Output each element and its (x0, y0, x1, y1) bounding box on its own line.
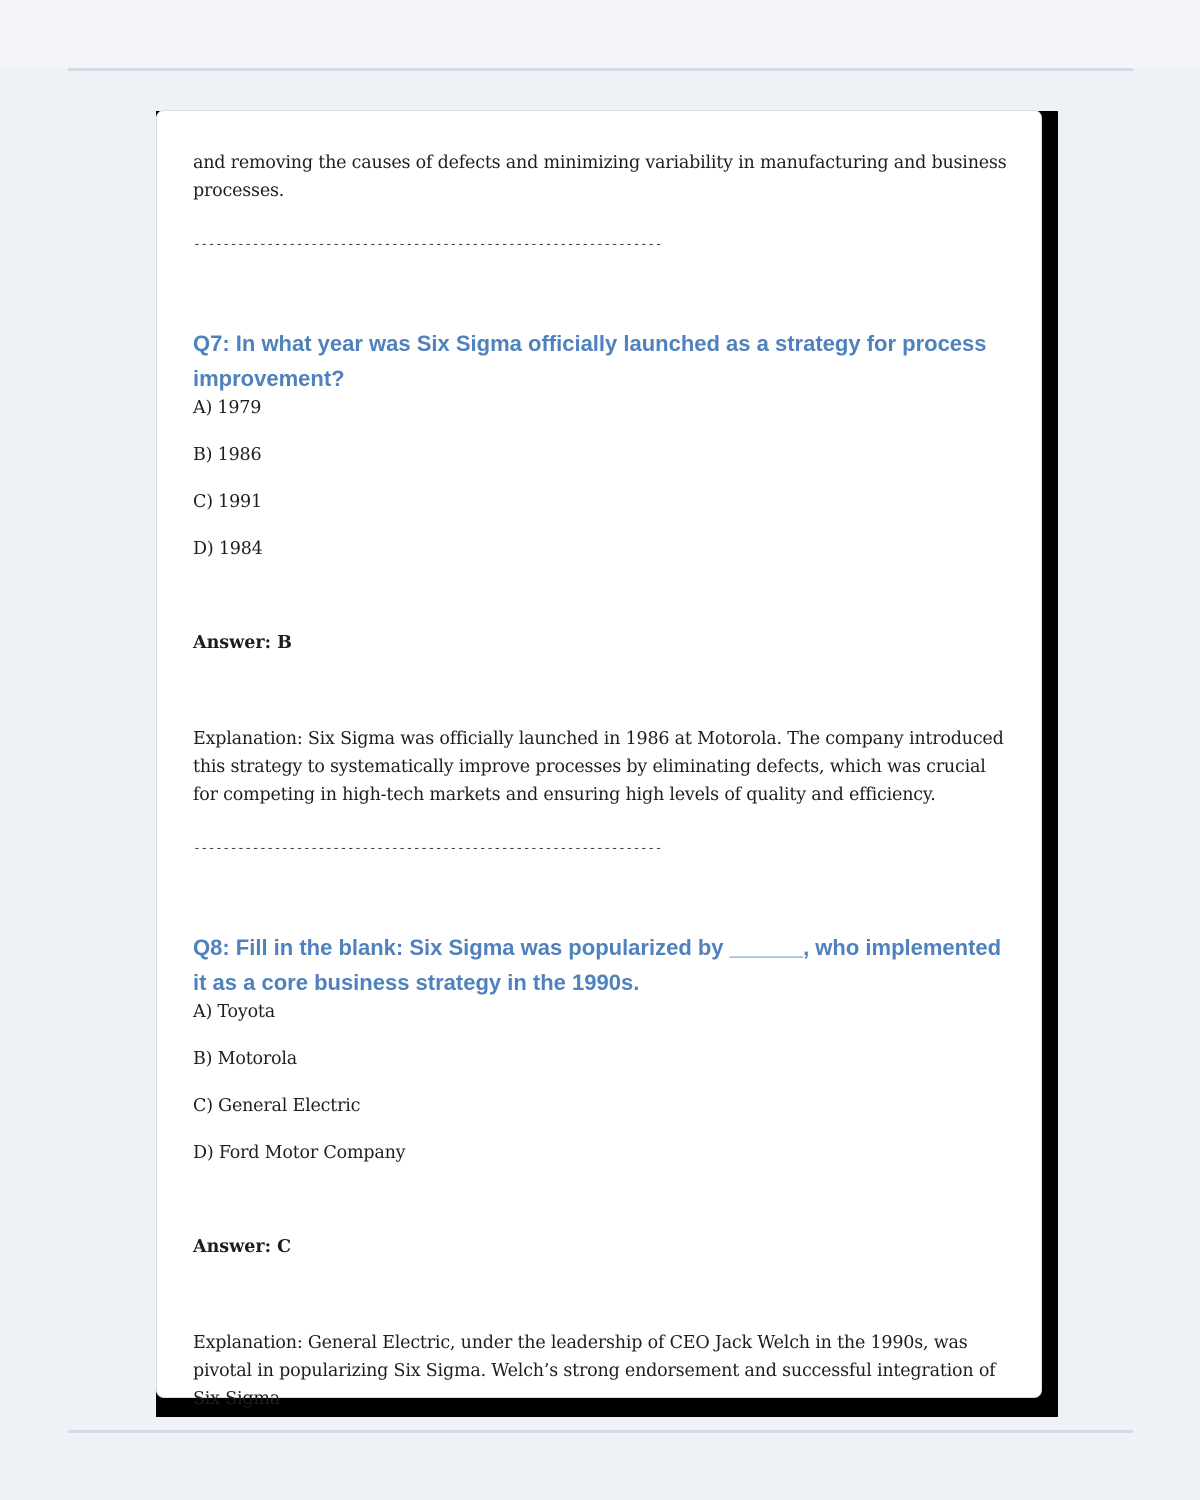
question-heading: Q7: In what year was Six Sigma officially launched as a strategy for process improvement? (193, 331, 987, 391)
section-divider: ---------------------------------------------------------------- (193, 237, 662, 252)
explanation-paragraph: Explanation: General Electric, under the leadership of CEO Jack Welch in the 1990s, was pivotal in popularizing Six Sigma. Welch’s strong endorsement and successful integration of Six Sigma (193, 1333, 996, 1409)
question-heading: Q8: Fill in the blank: Six Sigma was popularized by ______, who implemented it as a core business strategy in the 1990s. (193, 935, 1002, 995)
option-a: A) 1979 (193, 398, 262, 418)
option-b: B) 1986 (193, 445, 262, 465)
option-c: C) 1991 (193, 492, 262, 512)
section-divider: ---------------------------------------------------------------- (193, 841, 662, 856)
intro-paragraph: and removing the causes of defects and minimizing variability in manufacturing and business processes. (193, 153, 1007, 201)
explanation-paragraph: Explanation: Six Sigma was officially launched in 1986 at Motorola. The company introduced this strategy to systematically improve processes by eliminating defects, which was crucial for competing in high-tech markets and ensuring high levels of quality and efficiency. (193, 729, 1004, 805)
option-a: A) Toyota (193, 1002, 275, 1022)
option-c: C) General Electric (193, 1096, 361, 1116)
option-b: B) Motorola (193, 1049, 298, 1069)
document-page[interactable] (156, 110, 1042, 1409)
answer-label: Answer: B (193, 633, 292, 653)
viewer-toolbar-area (0, 0, 1200, 68)
top-separator (68, 68, 1133, 71)
option-d: D) 1984 (193, 539, 263, 559)
bottom-separator (68, 1430, 1133, 1433)
option-d: D) Ford Motor Company (193, 1143, 406, 1163)
answer-label: Answer: C (193, 1237, 292, 1257)
page-content (193, 149, 1013, 1413)
